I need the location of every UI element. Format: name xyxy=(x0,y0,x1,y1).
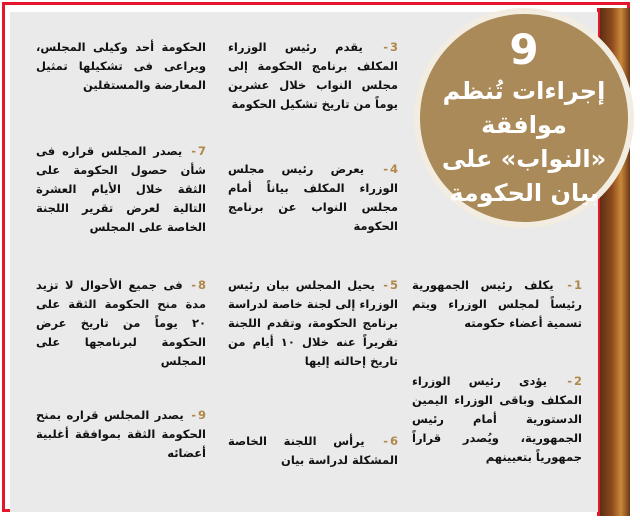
step-text: يؤدى رئيس الوزراء المكلف وباقى الوزراء اليمين الدستورية أمام رئيس الجمهورية، ويُصدر قراراً جمهورياً بتعيينهم xyxy=(412,374,582,464)
step-9: 9- يصدر المجلس قراره بمنح الحكومة الثقة بموافقة أغلبية أعضائه xyxy=(36,408,206,460)
step-text: يكلف رئيس الجمهورية رئيساً لمجلس الوزراء ويتم تسمية أعضاء حكومته xyxy=(412,278,582,330)
step-4: 4- يعرض رئيس مجلس الوزراء المكلف بياناً أمام مجلس النواب عن برنامج الحكومة xyxy=(228,162,398,233)
step-number: 9 xyxy=(197,408,206,422)
step-number: 3 xyxy=(389,40,398,54)
step-text: يحيل المجلس بيان رئيس الوزراء إلى لجنة خاصة لدراسة برنامج الحكومة، وتقدم اللجنة تقريراً عنه خلال ١٠ أيام من تاريخ إحالته إليها xyxy=(228,278,398,368)
step-6: 6- يرأس اللجنة الخاصة المشكلة لدراسة بيان xyxy=(228,434,398,467)
step-text: يعرض رئيس مجلس الوزراء المكلف بياناً أمام مجلس النواب عن برنامج الحكومة xyxy=(228,162,398,233)
step-3: 3- يقدم رئيس الوزراء المكلف برنامج الحكومة إلى مجلس النواب خلال عشرين يوماً من تاريخ تشكيل الحكومة xyxy=(228,40,398,111)
step-text: الحكومة أحد وكيلى المجلس، ويراعى فى تشكيلها تمثيل المعارضة والمستقلين xyxy=(36,40,206,92)
step-7: 7- يصدر المجلس قراره فى شأن حصول الحكومة على الثقة خلال الأيام العشرة التالية لعرض تقرير اللجنة الخاصة على المجلس xyxy=(36,144,206,234)
step-8: 8- فى جميع الأحوال لا تزيد مدة منح الحكومة الثقة على ٢٠ يوماً من تاريخ عرض الحكومة لبرنامجها على المجلس xyxy=(36,278,206,368)
step-number: 4 xyxy=(389,162,398,176)
step-text: يرأس اللجنة الخاصة المشكلة لدراسة بيان xyxy=(228,434,398,467)
step-number: 2 xyxy=(573,374,582,388)
badge-number: 9 xyxy=(509,25,539,74)
step-text: يقدم رئيس الوزراء المكلف برنامج الحكومة إلى مجلس النواب خلال عشرين يوماً من تاريخ تشكيل الحكومة xyxy=(228,40,398,111)
title-badge xyxy=(414,8,634,228)
step-2: 2- يؤدى رئيس الوزراء المكلف وباقى الوزراء اليمين الدستورية أمام رئيس الجمهورية، ويُصدر قراراً جمهورياً بتعيينهم xyxy=(412,374,582,464)
step-number: 5 xyxy=(389,278,398,292)
step-6-continued xyxy=(36,38,206,95)
step-number: 7 xyxy=(197,144,206,158)
step-text: يصدر المجلس قراره بمنح الحكومة الثقة بموافقة أغلبية أعضائه xyxy=(36,408,206,460)
step-number: 1 xyxy=(573,278,582,292)
step-text: يصدر المجلس قراره فى شأن حصول الحكومة على الثقة خلال الأيام العشرة التالية لعرض تقرير اللجنة الخاصة على المجلس xyxy=(36,144,206,234)
step-1: 1- يكلف رئيس الجمهورية رئيساً لمجلس الوزراء ويتم تسمية أعضاء حكومته xyxy=(412,278,582,330)
step-text: فى جميع الأحوال لا تزيد مدة منح الحكومة الثقة على ٢٠ يوماً من تاريخ عرض الحكومة لبرنامجها على المجلس xyxy=(36,278,206,368)
badge-title: إجراءات تُنظم موافقة «النواب» على بيان الحكومة xyxy=(441,77,607,207)
step-number: 8 xyxy=(197,278,206,292)
step-5: 5- يحيل المجلس بيان رئيس الوزراء إلى لجنة خاصة لدراسة برنامج الحكومة، وتقدم اللجنة تقريراً عنه خلال ١٠ أيام من تاريخ إحالته إليها xyxy=(228,278,398,368)
step-number: 6 xyxy=(389,434,398,448)
